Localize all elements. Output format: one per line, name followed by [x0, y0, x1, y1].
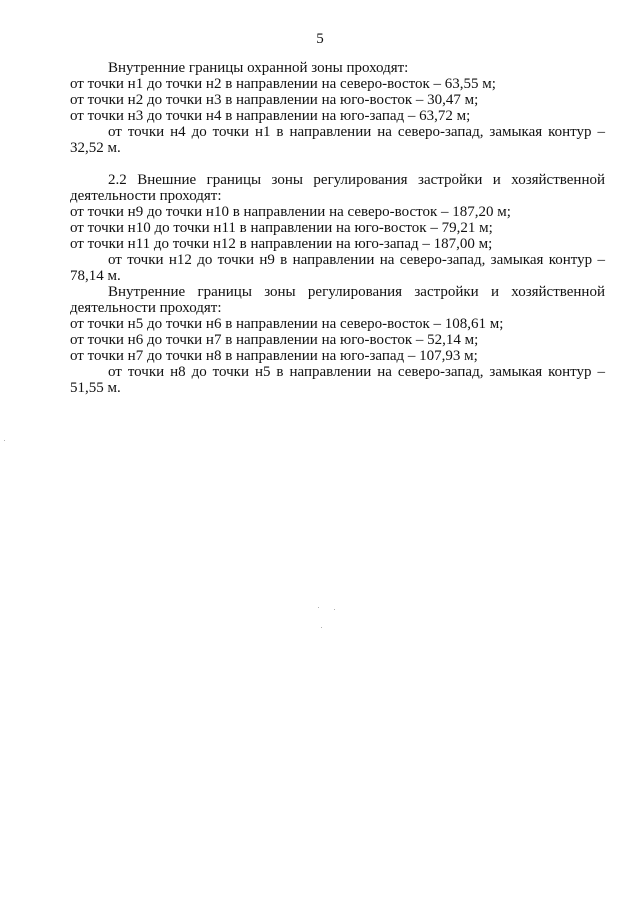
- boundary-line: от точки н6 до точки н7 в направлении на юго-восток – 52,14 м;: [70, 332, 479, 348]
- boundary-closing-line: от точки н12 до точки н9 в направлении на северо-запад, замыкая контур – 78,14 м.: [70, 252, 605, 284]
- scan-speck: [334, 609, 335, 610]
- boundary-closing-line: от точки н8 до точки н5 в направлении на северо-запад, замыкая контур – 51,55 м.: [70, 364, 605, 396]
- inner-protection-zone-block: [70, 60, 605, 156]
- scan-speck: [321, 627, 322, 628]
- outer-regulation-zone-block: [70, 172, 605, 284]
- boundary-line: от точки н7 до точки н8 в направлении на юго-запад – 107,93 м;: [70, 348, 478, 364]
- scan-speck: [318, 607, 319, 608]
- inner-regulation-zone-heading: Внутренние границы зоны регулирования застройки и хозяйственной деятельности проходят:: [70, 284, 605, 316]
- boundary-closing-line: от точки н4 до точки н1 в направлении на северо-запад, замыкая контур – 32,52 м.: [70, 124, 605, 156]
- boundary-line: от точки н10 до точки н11 в направлении на юго-восток – 79,21 м;: [70, 220, 493, 236]
- boundary-line: от точки н1 до точки н2 в направлении на северо-восток – 63,55 м;: [70, 76, 496, 92]
- boundary-line: от точки н11 до точки н12 в направлении на юго-запад – 187,00 м;: [70, 236, 493, 252]
- document-body: [70, 60, 605, 396]
- boundary-line: от точки н5 до точки н6 в направлении на северо-восток – 108,61 м;: [70, 316, 504, 332]
- scan-speck: [4, 440, 5, 441]
- boundary-line: от точки н3 до точки н4 в направлении на юго-запад – 63,72 м;: [70, 108, 471, 124]
- inner-regulation-zone-block: [70, 284, 605, 396]
- boundary-line: от точки н9 до точки н10 в направлении на северо-восток – 187,20 м;: [70, 204, 511, 220]
- boundary-line: от точки н2 до точки н3 в направлении на юго-восток – 30,47 м;: [70, 92, 479, 108]
- paragraph-spacer: [70, 156, 605, 172]
- page-number: 5: [316, 31, 324, 47]
- inner-protection-zone-heading: Внутренние границы охранной зоны проходят:: [108, 60, 409, 76]
- outer-regulation-zone-heading: 2.2 Внешние границы зоны регулирования застройки и хозяйственной деятельности проходят:: [70, 172, 605, 204]
